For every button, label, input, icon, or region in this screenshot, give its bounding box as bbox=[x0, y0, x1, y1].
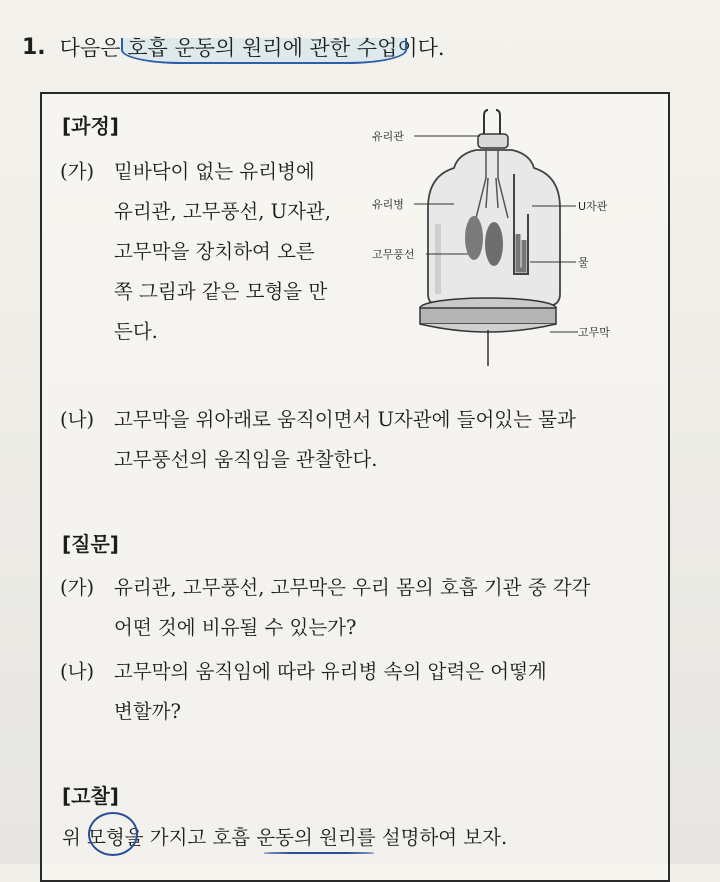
question-mark: (가) bbox=[60, 576, 95, 599]
pen-underline-mark bbox=[264, 852, 374, 854]
label-membrane: 고무막 bbox=[578, 326, 610, 339]
questions-title: [질문] bbox=[62, 532, 119, 556]
step-mark: (가) bbox=[60, 160, 95, 183]
label-water: 물 bbox=[578, 256, 589, 269]
process-ga-line-2: 유리관, 고무풍선, U자관, bbox=[114, 200, 331, 223]
discussion-line: 위 모형을 가지고 호흡 운동의 원리를 설명하여 보자. bbox=[62, 826, 508, 849]
question-mark: (나) bbox=[60, 660, 95, 683]
label-glass-bottle: 유리병 bbox=[372, 198, 404, 211]
process-step-na bbox=[60, 400, 660, 480]
pen-circle-mark bbox=[88, 812, 138, 856]
question-text bbox=[60, 32, 445, 62]
balloon-right-icon bbox=[485, 222, 503, 266]
balloon-left-icon bbox=[465, 216, 483, 260]
model-diagram bbox=[372, 104, 610, 374]
label-balloon: 고무풍선 bbox=[372, 248, 415, 261]
process-ga-line-4: 쪽 그림과 같은 모형을 만 bbox=[114, 280, 328, 303]
question-highlight-text: 호흡 운동의 원리에 관한 수업 bbox=[127, 36, 398, 60]
stopper-icon bbox=[478, 134, 508, 148]
question-number: 1. bbox=[22, 34, 46, 60]
process-ga-line-1: 밑바닥이 없는 유리병에 bbox=[114, 160, 315, 183]
question-ga-line-1: 유리관, 고무풍선, 고무막은 우리 몸의 호흡 기관 중 각각 bbox=[114, 576, 591, 599]
question-ga-line-2: 어떤 것에 비유될 수 있는가? bbox=[114, 616, 357, 639]
question-suffix: 이다. bbox=[397, 36, 445, 60]
content-box bbox=[40, 92, 670, 882]
process-title: [과정] bbox=[62, 114, 119, 138]
question-prefix: 다음은 bbox=[59, 36, 121, 60]
step-mark: (나) bbox=[60, 408, 95, 431]
question-highlight bbox=[127, 36, 397, 60]
label-glass-tube: 유리관 bbox=[372, 130, 404, 143]
process-na-line-2: 고무풍선의 움직임을 관찰한다. bbox=[114, 448, 378, 471]
process-ga-line-3: 고무막을 장치하여 오른 bbox=[114, 240, 315, 263]
question-na bbox=[60, 652, 660, 732]
process-na-line-1: 고무막을 위아래로 움직이면서 U자관에 들어있는 물과 bbox=[114, 408, 576, 431]
process-ga-line-5: 든다. bbox=[114, 320, 158, 343]
question-na-line-2: 변할까? bbox=[114, 700, 181, 723]
label-u-tube: U자관 bbox=[578, 200, 608, 213]
question-ga bbox=[60, 568, 660, 648]
process-step-ga bbox=[60, 152, 410, 352]
question-na-line-1: 고무막의 움직임에 따라 유리병 속의 압력은 어떻게 bbox=[114, 660, 547, 683]
membrane-icon bbox=[420, 308, 556, 324]
discussion-title: [고찰] bbox=[62, 784, 119, 808]
question-line bbox=[22, 30, 445, 64]
